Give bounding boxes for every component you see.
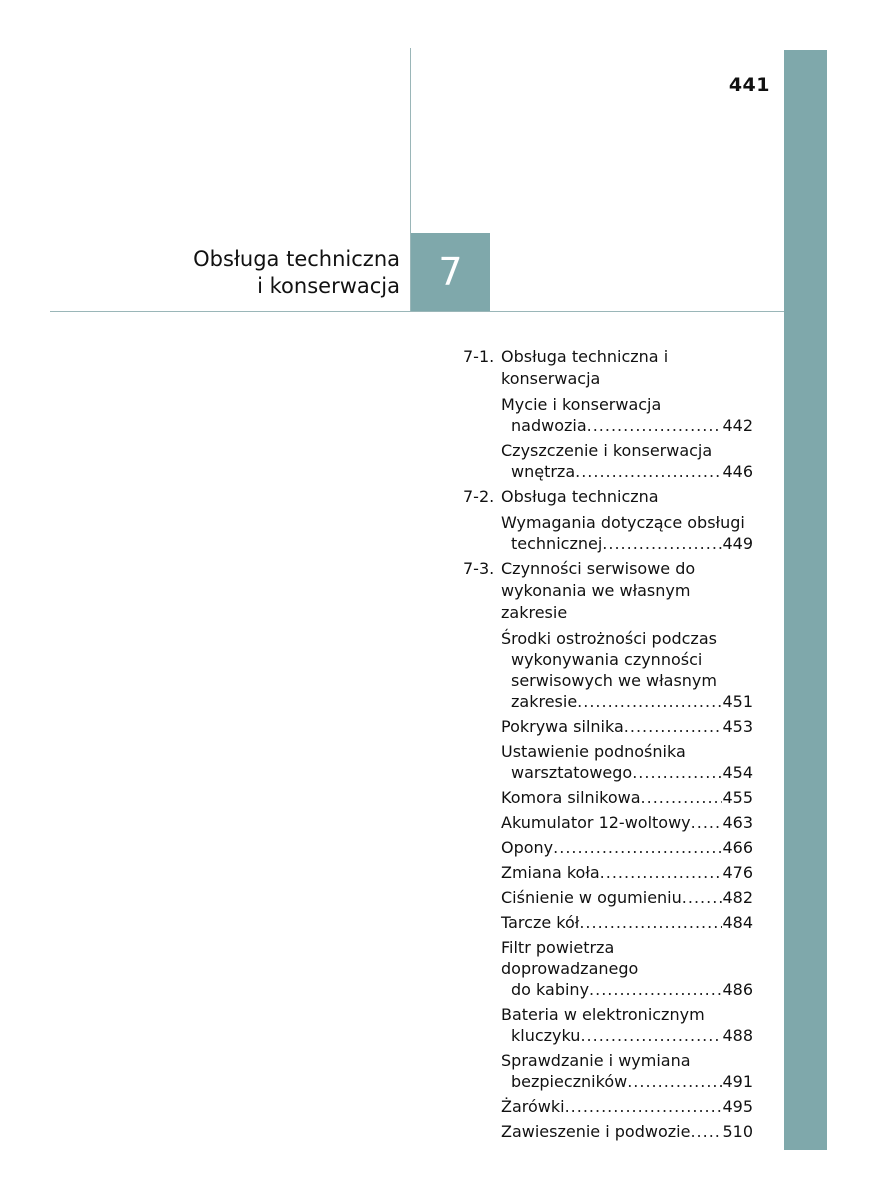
toc-entry-leader-line xyxy=(501,812,753,833)
toc-entry[interactable] xyxy=(501,741,753,783)
toc-entry-line: Sprawdzanie i wymiana xyxy=(501,1051,691,1070)
toc-entry-line: Ustawienie podnośnika xyxy=(501,742,686,761)
toc-entry-leader-line xyxy=(501,415,753,436)
toc-entry[interactable] xyxy=(501,1096,753,1117)
page-number: 441 xyxy=(728,74,770,96)
toc-page-number: 453 xyxy=(722,717,753,736)
toc-entry[interactable] xyxy=(501,1004,753,1046)
toc-entries xyxy=(463,628,753,1142)
toc-page-number: 463 xyxy=(722,813,753,832)
dot-leader xyxy=(589,979,722,1000)
toc-entry-leader-line xyxy=(501,691,753,712)
toc-entry-title: wnętrza xyxy=(511,462,576,481)
toc-section-heading xyxy=(463,346,753,390)
toc-section-number: 7-2. xyxy=(463,487,495,506)
toc-entry-leader-line xyxy=(501,979,753,1000)
toc-entry-title: Tarcze kół xyxy=(501,913,580,932)
dot-leader xyxy=(641,787,723,808)
toc-entry-leader-line xyxy=(501,461,753,482)
dot-leader xyxy=(682,887,723,908)
toc-entry-line: wykonywania czynności xyxy=(511,650,703,669)
dot-leader xyxy=(577,691,722,712)
toc-entry-title: warsztatowego xyxy=(511,763,633,782)
toc-entry-title: technicznej xyxy=(511,534,603,553)
chapter-title-line: i konserwacja xyxy=(257,274,400,298)
toc-entry-leader-line xyxy=(501,787,753,808)
toc-entry[interactable] xyxy=(501,1050,753,1092)
toc-page-number: 449 xyxy=(722,534,753,553)
toc-entry-line: Wymagania dotyczące obsługi xyxy=(501,513,745,532)
toc-entry-line: Czyszczenie i konserwacja xyxy=(501,441,713,460)
toc-page-number: 484 xyxy=(722,913,753,932)
toc-entry[interactable] xyxy=(501,394,753,436)
dot-leader xyxy=(691,812,723,833)
toc-page-number: 482 xyxy=(722,888,753,907)
toc-entry-leader-line xyxy=(501,1096,753,1117)
toc-entry[interactable] xyxy=(501,837,753,858)
side-thumb-tab xyxy=(784,50,827,1150)
toc-page-number: 488 xyxy=(722,1026,753,1045)
toc-entry-title: Zmiana koła xyxy=(501,863,600,882)
toc-entry[interactable] xyxy=(501,937,753,1000)
toc-entries xyxy=(463,512,753,554)
dot-leader xyxy=(553,837,722,858)
dot-leader xyxy=(627,1071,722,1092)
toc-entry-title: Akumulator 12-woltowy xyxy=(501,813,691,832)
table-of-contents xyxy=(463,346,753,1142)
chapter-title-line: Obsługa techniczna xyxy=(193,247,400,271)
toc-entries xyxy=(463,394,753,482)
toc-section-title: Obsługa techniczna i konserwacja xyxy=(501,347,669,388)
toc-entry[interactable] xyxy=(501,716,753,737)
toc-section-heading xyxy=(463,486,753,508)
dot-leader xyxy=(565,1096,723,1117)
toc-page-number: 491 xyxy=(722,1072,753,1091)
toc-entry-leader-line xyxy=(501,862,753,883)
toc-entry[interactable] xyxy=(501,512,753,554)
horizontal-rule xyxy=(50,311,784,312)
toc-entry-line: Filtr powietrza doprowadzanego xyxy=(501,938,639,978)
toc-section-heading xyxy=(463,558,753,624)
toc-page-number: 454 xyxy=(722,763,753,782)
toc-page-number: 495 xyxy=(722,1097,753,1116)
toc-page-number: 455 xyxy=(722,788,753,807)
toc-page-number: 451 xyxy=(722,692,753,711)
toc-entry-leader-line xyxy=(501,887,753,908)
dot-leader xyxy=(579,912,722,933)
toc-entry-title: zakresie xyxy=(511,692,578,711)
toc-entry[interactable] xyxy=(501,440,753,482)
toc-entry[interactable] xyxy=(501,628,753,712)
dot-leader xyxy=(587,415,723,436)
toc-entry-line: Środki ostrożności podczas xyxy=(501,629,717,648)
toc-entry-leader-line xyxy=(501,1121,753,1142)
toc-entry[interactable] xyxy=(501,887,753,908)
toc-entry-leader-line xyxy=(501,533,753,554)
toc-entry[interactable] xyxy=(501,912,753,933)
chapter-title xyxy=(100,246,400,300)
toc-entry-title: Komora silnikowa xyxy=(501,788,641,807)
toc-entry-leader-line xyxy=(501,1071,753,1092)
toc-entry-leader-line xyxy=(501,762,753,783)
toc-entry-title: bezpieczników xyxy=(511,1072,628,1091)
dot-leader xyxy=(600,862,723,883)
toc-entry-title: Żarówki xyxy=(501,1097,565,1116)
toc-entry-leader-line xyxy=(501,912,753,933)
toc-entry-line: Mycie i konserwacja xyxy=(501,395,662,414)
toc-entry-title: nadwozia xyxy=(511,416,587,435)
toc-section-number: 7-1. xyxy=(463,347,495,366)
toc-entry-leader-line xyxy=(501,837,753,858)
toc-page-number: 476 xyxy=(722,863,753,882)
toc-page-number: 466 xyxy=(722,838,753,857)
toc-entry-line: serwisowych we własnym xyxy=(511,671,717,690)
toc-section-title: Obsługa techniczna xyxy=(501,487,659,506)
dot-leader xyxy=(580,1025,722,1046)
dot-leader xyxy=(632,762,722,783)
toc-entry-line: Bateria w elektronicznym xyxy=(501,1005,705,1024)
toc-entry[interactable] xyxy=(501,787,753,808)
toc-entry-title: Pokrywa silnika xyxy=(501,717,624,736)
toc-entry[interactable] xyxy=(501,862,753,883)
toc-page-number: 486 xyxy=(722,980,753,999)
chapter-number-box: 7 xyxy=(411,233,490,311)
dot-leader xyxy=(575,461,722,482)
toc-entry-leader-line xyxy=(501,1025,753,1046)
dot-leader xyxy=(690,1121,722,1142)
toc-section-number: 7-3. xyxy=(463,559,495,578)
toc-page-number: 442 xyxy=(722,416,753,435)
toc-entry[interactable] xyxy=(501,1121,753,1142)
toc-entry-title: Opony xyxy=(501,838,554,857)
toc-entry-title: kluczyku xyxy=(511,1026,581,1045)
toc-section-title: Czynności serwisowe do wykonania we własnym zakresie xyxy=(501,559,696,622)
dot-leader xyxy=(624,716,723,737)
toc-page-number: 446 xyxy=(722,462,753,481)
toc-entry-title: Zawieszenie i podwozie xyxy=(501,1122,691,1141)
toc-entry-title: Ciśnienie w ogumieniu xyxy=(501,888,682,907)
dot-leader xyxy=(602,533,722,554)
toc-entry[interactable] xyxy=(501,812,753,833)
toc-entry-leader-line xyxy=(501,716,753,737)
toc-page-number: 510 xyxy=(722,1122,753,1141)
toc-entry-title: do kabiny xyxy=(511,980,590,999)
